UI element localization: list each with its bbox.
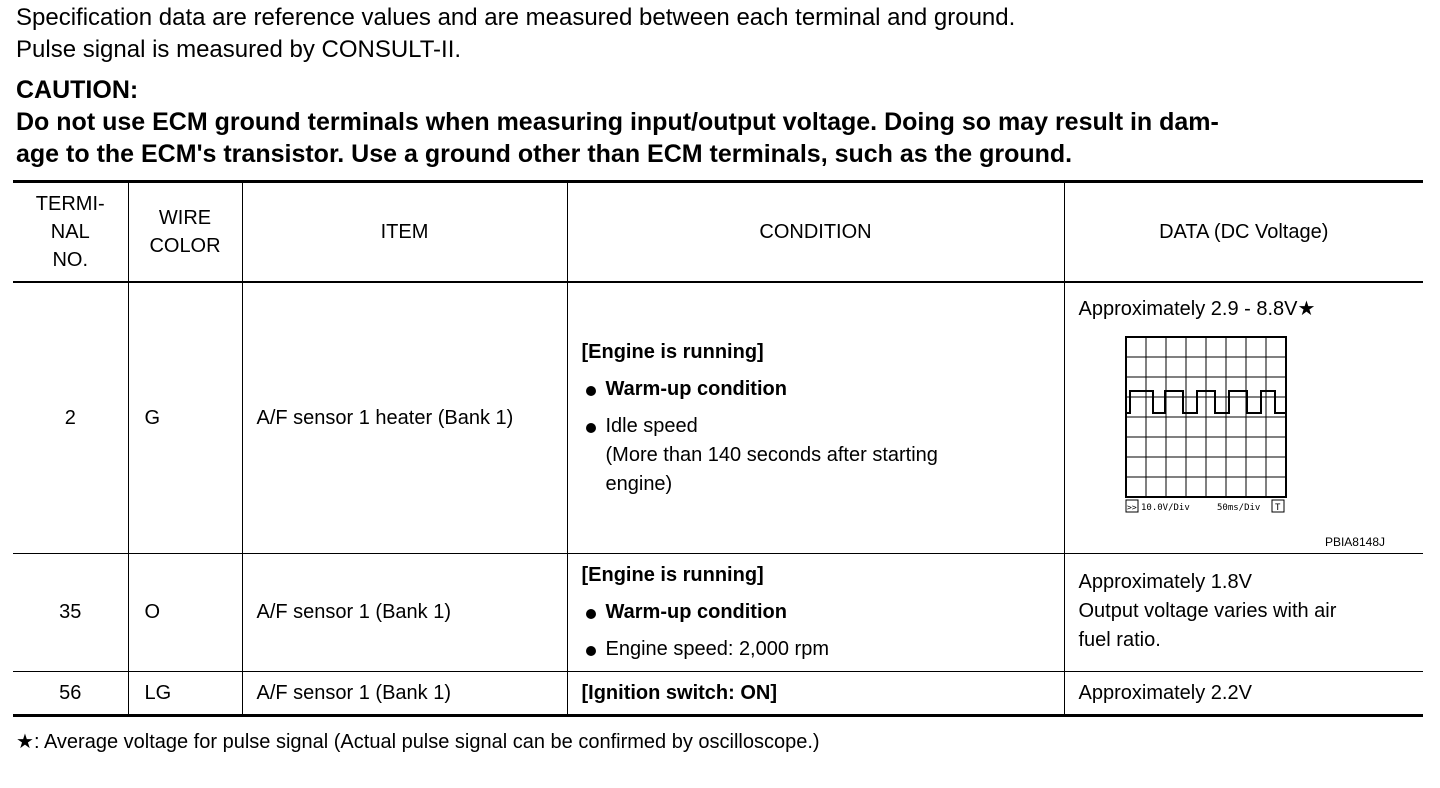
condition-bullet-detail-2: engine) bbox=[605, 472, 673, 495]
header-item: ITEM bbox=[242, 182, 567, 283]
data-value-text: Approximately 2.9 - 8.8V bbox=[1078, 298, 1298, 320]
item-name: A/F sensor 1 (Bank 1) bbox=[242, 554, 567, 672]
data-line-3: fuel ratio. bbox=[1078, 629, 1161, 651]
condition-cell bbox=[567, 282, 1064, 554]
condition-title: [Engine is running] bbox=[581, 564, 764, 586]
scope-trigger-label: T bbox=[1274, 503, 1280, 513]
terminal-no: 35 bbox=[13, 554, 128, 672]
condition-title: [Engine is running] bbox=[581, 340, 764, 363]
oscilloscope-figure bbox=[1079, 324, 1414, 549]
oscilloscope-screen bbox=[1125, 336, 1291, 518]
condition-bullet-detail-1: (More than 140 seconds after starting bbox=[605, 443, 938, 466]
condition-title: [Ignition switch: ON] bbox=[581, 681, 778, 704]
condition-cell bbox=[567, 672, 1064, 716]
data-line-1: Approximately 1.8V bbox=[1078, 571, 1252, 593]
header-condition: CONDITION bbox=[567, 182, 1064, 283]
header-wire-line-1: WIRE bbox=[158, 207, 212, 229]
condition-cell bbox=[567, 554, 1064, 672]
header-terminal-line-3: NO. bbox=[52, 249, 89, 271]
ecm-terminal-table bbox=[13, 180, 1423, 717]
scope-volt-div: 10.0V/Div bbox=[1140, 503, 1190, 513]
intro-line-1: Specification data are reference values and are measured between each terminal and ground. bbox=[16, 4, 1016, 31]
item-name: A/F sensor 1 heater (Bank 1) bbox=[242, 282, 567, 554]
data-cell bbox=[1064, 282, 1423, 554]
intro-text bbox=[16, 2, 1015, 66]
table-header-row bbox=[13, 182, 1423, 283]
star-icon: ★ bbox=[1297, 298, 1316, 320]
terminal-no: 2 bbox=[13, 282, 128, 554]
header-terminal-no bbox=[13, 182, 128, 283]
wire-color: LG bbox=[128, 672, 242, 716]
data-cell bbox=[1064, 554, 1423, 672]
footnote bbox=[16, 728, 820, 756]
wire-color: G bbox=[128, 282, 242, 554]
data-value: Approximately 2.2V bbox=[1078, 681, 1252, 704]
header-wire-line-2: COLOR bbox=[149, 235, 221, 257]
data-cell bbox=[1064, 672, 1423, 716]
condition-bullet: Warm-up condition bbox=[582, 598, 1054, 627]
item-name: A/F sensor 1 (Bank 1) bbox=[242, 672, 567, 716]
figure-id: PBIA8148J bbox=[1324, 535, 1385, 549]
condition-bullet bbox=[582, 412, 1054, 499]
caution-heading: CAUTION: bbox=[16, 76, 139, 104]
condition-bullet: Warm-up condition bbox=[582, 375, 1054, 404]
wire-color: O bbox=[128, 554, 242, 672]
caution-line-2: age to the ECM's transistor. Use a ground other than ECM terminals, such as the ground. bbox=[16, 140, 1073, 168]
data-value bbox=[1079, 554, 1414, 655]
intro-line-2: Pulse signal is measured by CONSULT-II. bbox=[16, 36, 462, 63]
table-row bbox=[13, 554, 1423, 672]
scope-time-div: 50ms/Div bbox=[1216, 503, 1260, 513]
caution-line-1: Do not use ECM ground terminals when measuring input/output voltage. Doing so may result in dam- bbox=[16, 108, 1219, 136]
data-value bbox=[1079, 283, 1414, 324]
condition-bullet-text: Idle speed bbox=[605, 414, 698, 437]
table-row bbox=[13, 672, 1423, 716]
header-terminal-line-1: TERMI- bbox=[35, 193, 105, 215]
header-wire-color bbox=[128, 182, 242, 283]
terminal-no: 56 bbox=[13, 672, 128, 716]
star-icon: ★ bbox=[16, 731, 34, 753]
header-terminal-line-2: NAL bbox=[50, 221, 90, 243]
data-line-2: Output voltage varies with air bbox=[1078, 600, 1337, 622]
scope-arrow-label: >> bbox=[1126, 503, 1137, 512]
header-data: DATA (DC Voltage) bbox=[1064, 182, 1423, 283]
table-row bbox=[13, 282, 1423, 554]
condition-bullet: Engine speed: 2,000 rpm bbox=[582, 635, 1054, 664]
footnote-text: : Average voltage for pulse signal (Actual pulse signal can be confirmed by oscilloscope.) bbox=[33, 731, 820, 753]
caution-text bbox=[16, 106, 1426, 170]
